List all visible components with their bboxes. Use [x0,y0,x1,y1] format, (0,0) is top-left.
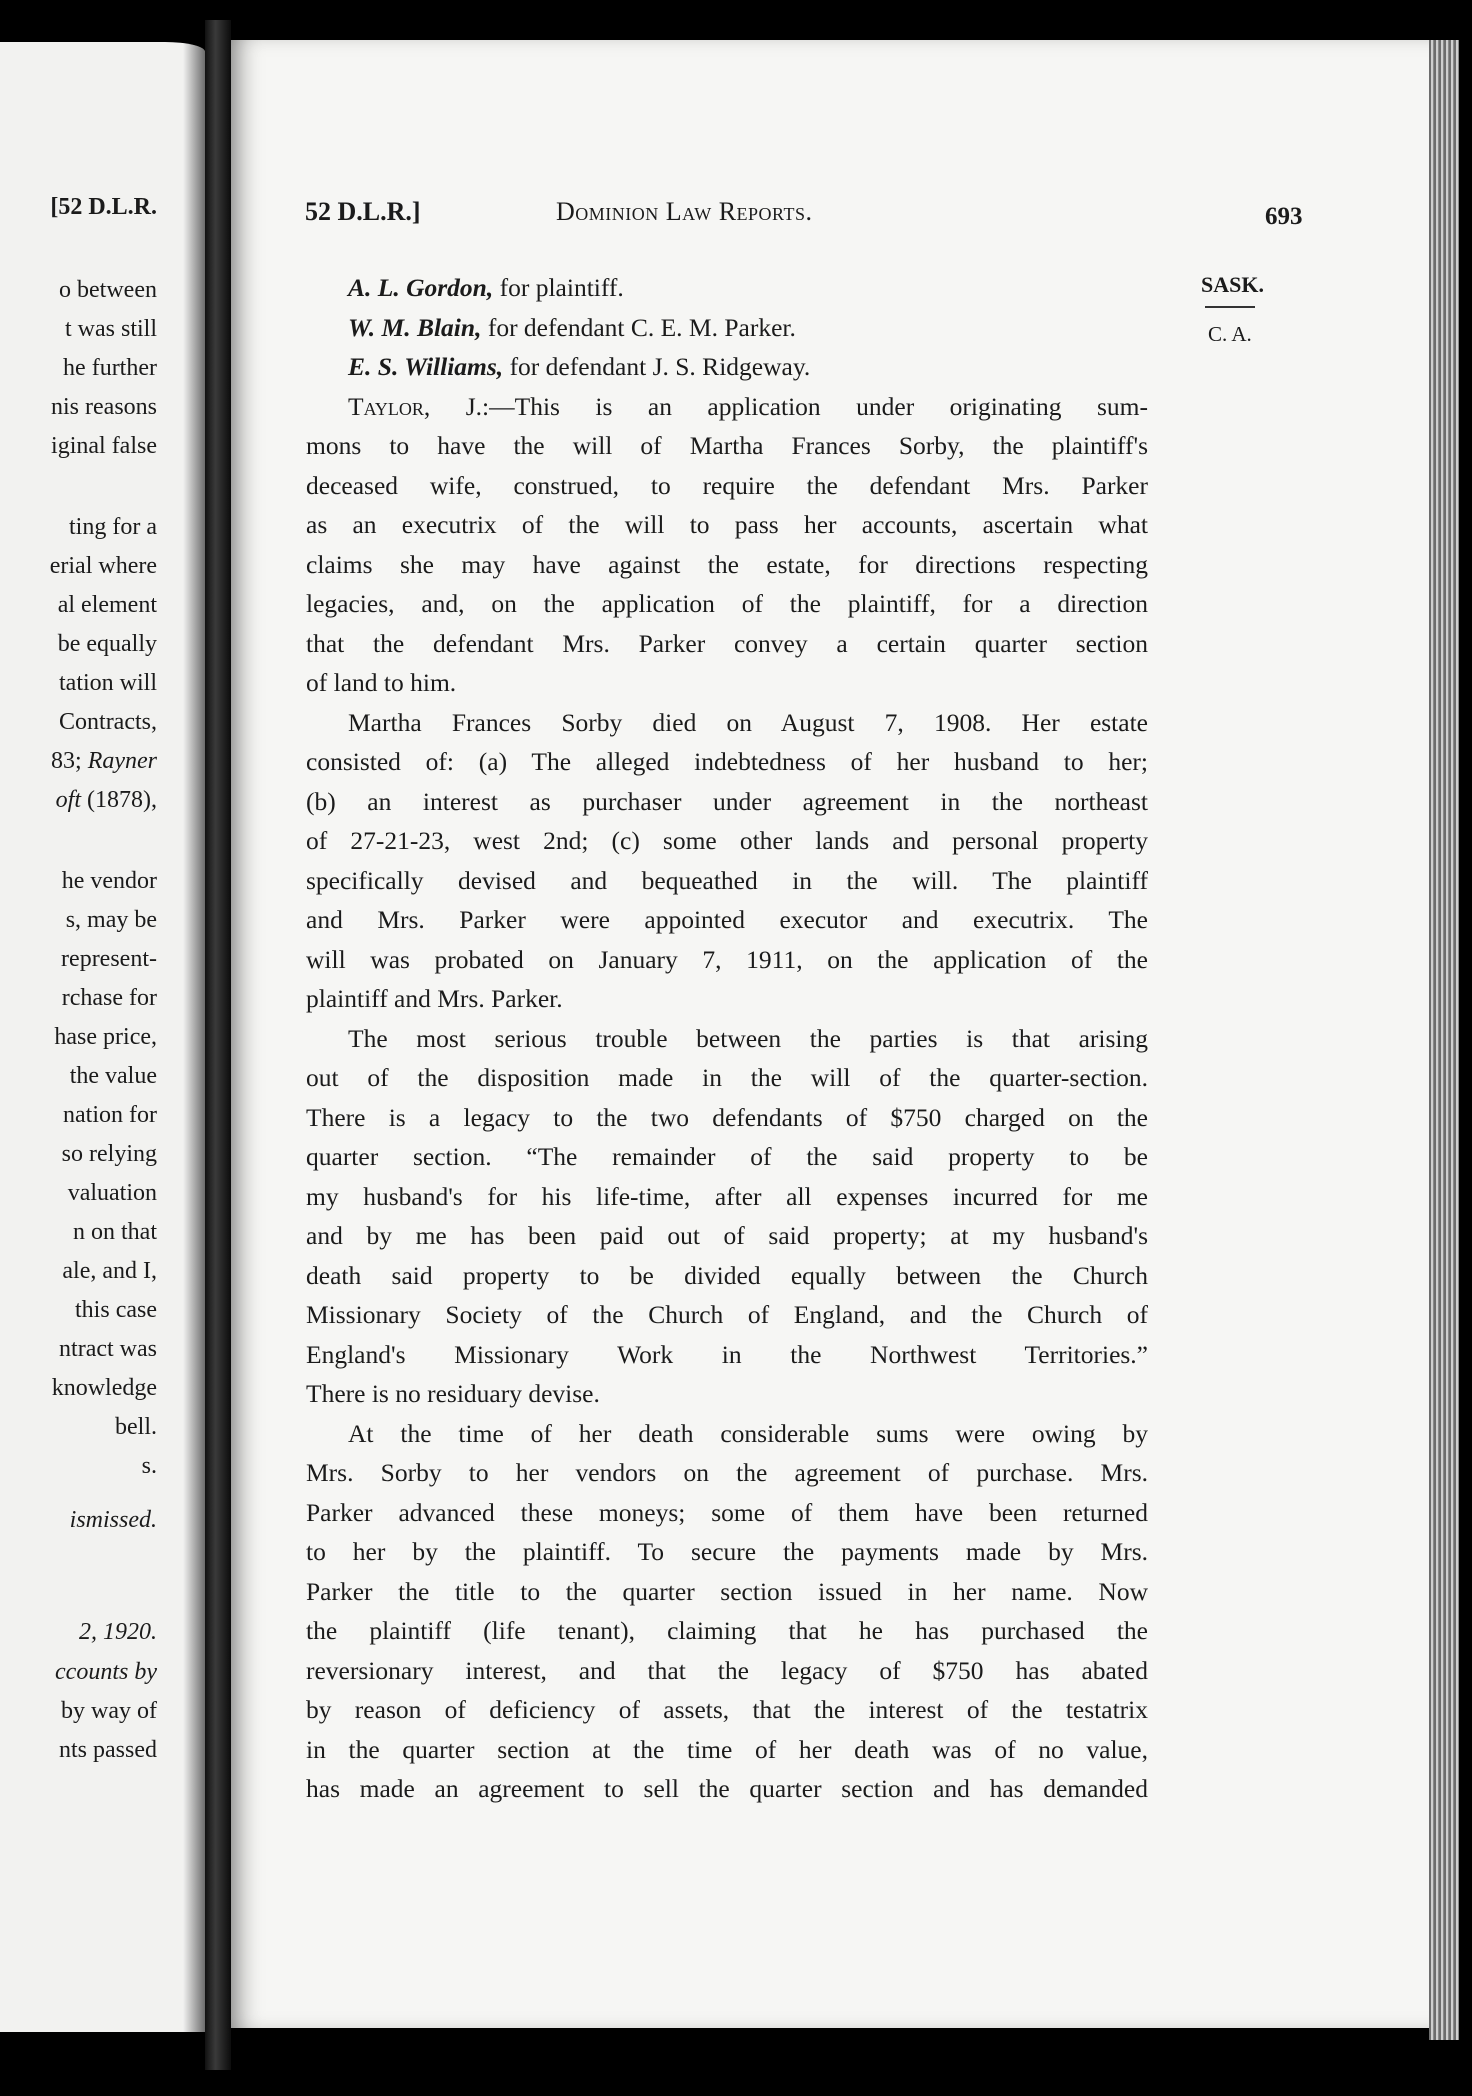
facing-page-line: this case [75,1297,157,1323]
text-line: deceased wife, construed, to require the defendant Mrs. Parker [306,470,1148,500]
facing-page-line: bell. [115,1414,157,1440]
facing-page-line: oft (1878), [55,787,157,813]
facing-page-line: iginal false [51,433,157,459]
text-line: Parker advanced these moneys; some of them have been returned [306,1497,1148,1527]
text-line: claims she may have against the estate, for directions respecting [306,549,1148,579]
text-line: Missionary Society of the Church of England, and the Church of [306,1300,1148,1329]
facing-page-line: ismissed. [69,1507,157,1533]
text-line: by reason of deficiency of assets, that the interest of the testatrix [306,1695,1148,1724]
text-line: There is no residuary devise. [306,1379,600,1408]
text-line: has made an agreement to sell the quarter section and has demanded [306,1774,1148,1803]
facing-page-line: tation will [59,670,157,696]
page-edges [1429,40,1459,2040]
facing-page-line: al element [57,592,157,618]
text-line: my husband's for his life-time, after all expenses incurred for me [306,1181,1148,1211]
counsel-line: A. L. Gordon, for plaintiff. [348,273,624,302]
judge-name: Taylor, J. [348,391,483,421]
counsel-name: W. M. Blain, [348,312,482,342]
facing-page-line: ale, and I, [62,1258,157,1284]
facing-page-line: erial where [49,553,157,579]
text-line: England's Missionary Work in the Northwest Territories.” [306,1339,1148,1369]
text-line: to her by the plaintiff. To secure the payments made by Mrs. [306,1537,1148,1566]
text-line: the plaintiff (life tenant), claiming that he has purchased the [306,1616,1148,1645]
facing-page-line: s, may be [65,907,157,933]
text-line: (b) an interest as purchaser under agreement in the northeast [306,786,1148,816]
text-line: Taylor, J.:—This is an application under originating sum- [348,391,1148,421]
counsel-name: A. L. Gordon, [348,273,494,302]
facing-page-line: ting for a [69,514,157,540]
text-line: The most serious trouble between the parties is that arising [348,1023,1148,1053]
text-line: death said property to be divided equally between the Church [306,1260,1148,1290]
text-line: and Mrs. Parker were appointed executor and executrix. The [306,905,1148,934]
facing-page-line: [52 D.L.R. [50,194,157,220]
book-gutter [205,20,231,2070]
text-line: and by me has been paid out of said property; at my husband's [306,1221,1148,1250]
facing-page-line: rchase for [61,985,157,1011]
facing-page-line: n on that [73,1219,157,1245]
margin-court-label: SASK. [1201,272,1264,297]
facing-page-line: knowledge [51,1375,157,1401]
text-line: Martha Frances Sorby died on August 7, 1908. Her estate [348,707,1148,737]
facing-page-line: by way of [61,1698,157,1724]
text-line: of land to him. [306,668,457,697]
facing-page-line: 83; Rayner [51,748,157,774]
text-line: Mrs. Sorby to her vendors on the agreement of purchase. Mrs. [306,1458,1148,1487]
facing-page-line: the value [69,1063,157,1089]
margin-rule [1205,306,1255,308]
facing-page-line: s. [141,1453,157,1479]
facing-page-line: ntract was [59,1336,157,1362]
facing-page-line: valuation [67,1180,157,1206]
text-line: will was probated on January 7, 1911, on the application of the [306,944,1148,974]
margin-court-sublabel: C. A. [1208,322,1252,346]
facing-page-line: nation for [63,1102,157,1128]
text-line: that the defendant Mrs. Parker convey a certain quarter section [306,628,1148,658]
facing-page-line: ccounts by [55,1659,157,1685]
text-line: There is a legacy to the two defendants of $750 charged on the [306,1102,1148,1132]
facing-page-line: nts passed [59,1737,157,1763]
running-head-title: Dominion Law Reports. [556,197,813,226]
text-line: quarter section. “The remainder of the said property to be [306,1142,1148,1171]
text-line: reversionary interest, and that the legacy of $750 has abated [306,1655,1148,1685]
facing-page-fragment [0,42,205,2032]
facing-page-line: so relying [61,1141,157,1167]
text-line: out of the disposition made in the will of the quarter-section. [306,1063,1148,1092]
text-line: legacies, and, on the application of the plaintiff, for a direction [306,589,1148,618]
facing-page-line: hase price, [54,1024,157,1050]
counsel-line: E. S. Williams, for defendant J. S. Ridgeway. [348,352,811,381]
text-line: mons to have the will of Martha Frances Sorby, the plaintiff's [306,431,1148,460]
facing-page-line: he further [63,355,157,381]
facing-page-line: represent- [61,946,157,972]
text-line: At the time of her death considerable sums were owing by [348,1418,1148,1448]
facing-page-line: t was still [64,316,157,342]
facing-page-line: Contracts, [59,709,157,735]
facing-page-line: 2, 1920. [79,1619,157,1645]
page-number: 693 [1265,203,1303,230]
counsel-name: E. S. Williams, [348,352,504,381]
running-head-volume: 52 D.L.R.] [305,197,421,226]
counsel-line: W. M. Blain, for defendant C. E. M. Parker. [348,312,796,342]
text-line: of 27-21-23, west 2nd; (c) some other lands and personal property [306,826,1148,855]
text-line: in the quarter section at the time of her death was of no value, [306,1734,1148,1764]
text-line: consisted of: (a) The alleged indebtedness of her husband to her; [306,747,1148,776]
text-line: plaintiff and Mrs. Parker. [306,984,563,1013]
text-line: Parker the title to the quarter section issued in her name. Now [306,1576,1148,1606]
facing-page-line: o between [59,277,157,303]
facing-page-line: nis reasons [51,394,157,420]
facing-page-line: he vendor [61,868,157,894]
text-line: as an executrix of the will to pass her accounts, ascertain what [306,510,1148,539]
facing-page-line: be equally [57,631,157,657]
text-line: specifically devised and bequeathed in the will. The plaintiff [306,865,1148,895]
